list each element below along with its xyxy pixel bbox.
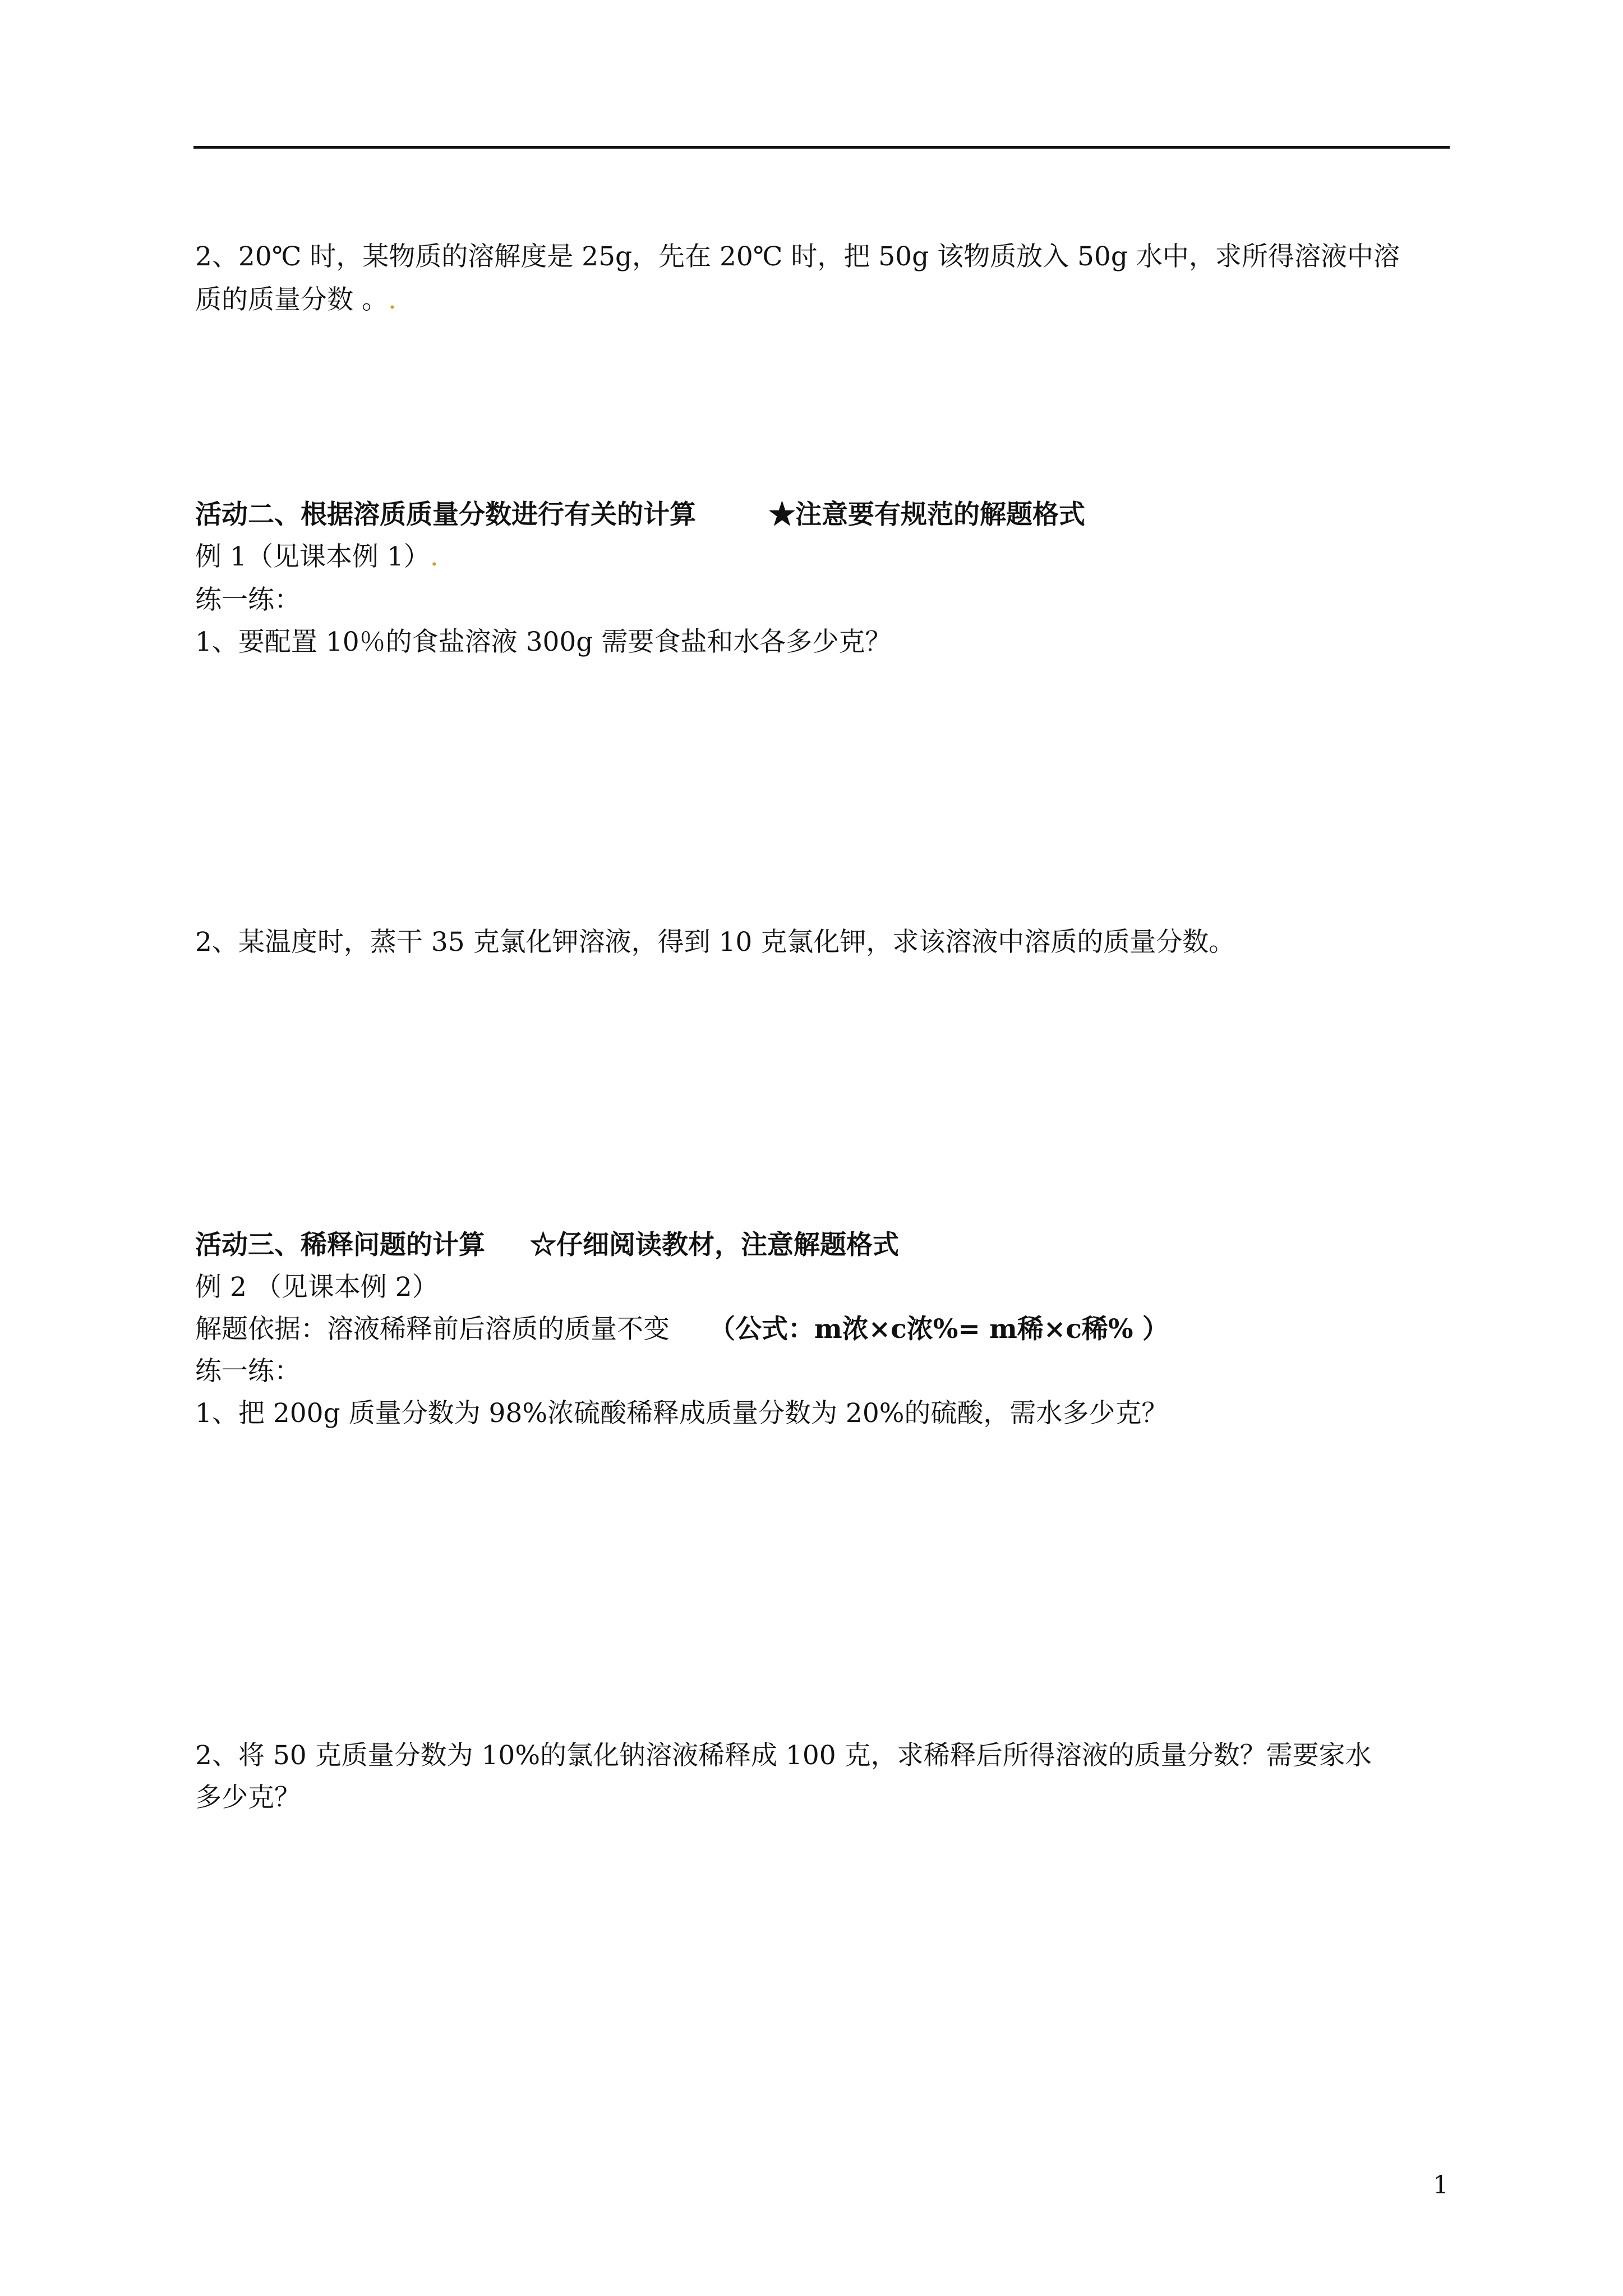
- stray-mark: .: [388, 284, 396, 315]
- activity-3-example: 例 2 （见课本例 2）: [195, 1272, 439, 1303]
- activity-2-title: 活动二、根据溶质质量分数进行有关的计算: [195, 499, 696, 530]
- activity-3-practice-label: 练一练：: [195, 1356, 301, 1387]
- stray-mark: .: [430, 541, 439, 572]
- activity-2-heading: [195, 498, 1085, 532]
- activity-2-practice-label: 练一练：: [195, 585, 301, 615]
- question-2-line-2: 质的质量分数 。.: [195, 284, 396, 315]
- activity-3-problem-2-line-1: 2、将 50 克质量分数为 10%的氯化钠溶液稀释成 100 克，求稀释后所得溶液的质量分数？需要家水: [195, 1740, 1372, 1771]
- activity-3-note: ☆仔细阅读教材，注意解题格式: [530, 1230, 899, 1260]
- activity-3-problem-1: 1、把 200g 质量分数为 98%浓硫酸稀释成质量分数为 20%的硫酸，需水多少克？: [195, 1398, 1168, 1429]
- question-2-line-1: 2、20℃ 时，某物质的溶解度是 25g，先在 20℃ 时，把 50g 该物质放入 50g 水中，求所得溶液中溶: [195, 241, 1400, 272]
- activity-3-basis: [195, 1313, 1169, 1346]
- activity-3-heading: [195, 1228, 899, 1262]
- activity-2-note: ★注意要有规范的解题格式: [769, 499, 1085, 530]
- activity-3-title: 活动三、稀释问题的计算: [195, 1230, 485, 1260]
- activity-2-example: 例 1（见课本例 1）.: [195, 541, 439, 572]
- activity-3-problem-2-line-2: 多少克？: [195, 1782, 301, 1813]
- page-number: 1: [1433, 2171, 1449, 2200]
- dilution-formula: （公式：m浓×c浓%= m稀×c稀% ）: [709, 1314, 1169, 1345]
- header-rule: [193, 146, 1450, 149]
- activity-2-problem-1: 1、要配置 10％的食盐溶液 300g 需要食盐和水各多少克？: [195, 627, 892, 657]
- basis-text: 解题依据：溶液稀释前后溶质的质量不变: [195, 1314, 670, 1345]
- activity-2-problem-2: 2、某温度时，蒸干 35 克氯化钾溶液，得到 10 克氯化钾，求该溶液中溶质的质量分数。: [195, 927, 1235, 958]
